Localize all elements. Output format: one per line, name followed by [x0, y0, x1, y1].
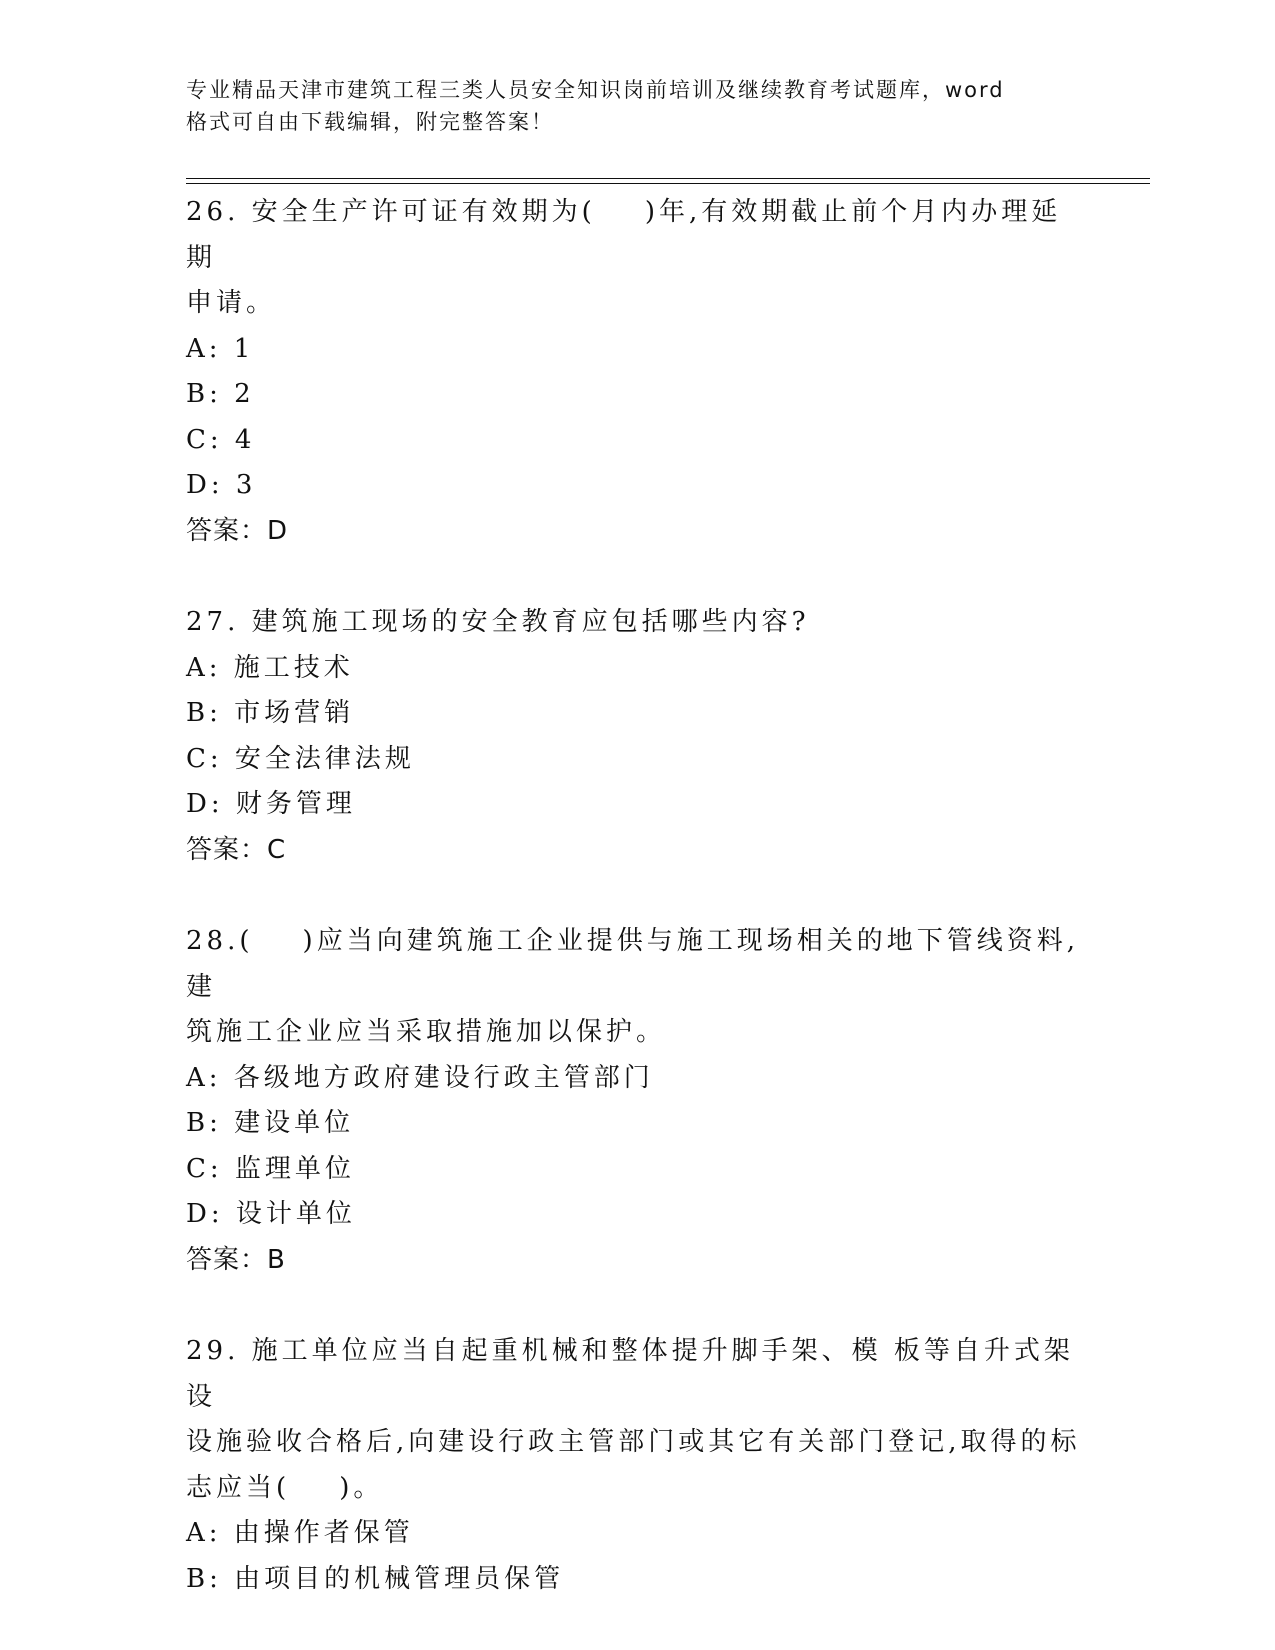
question-29	[186, 1329, 1086, 1602]
option-b: B: 建设单位	[186, 1108, 355, 1138]
question-26	[186, 190, 1086, 554]
question-text-line: 志应当( )。	[186, 1472, 384, 1503]
option-a: A: 由操作者保管	[186, 1518, 414, 1548]
document-header	[186, 74, 1066, 138]
header-line-1: 专业精品天津市建筑工程三类人员安全知识岗前培训及继续教育考试题库，word	[186, 78, 1005, 102]
question-text-line: 筑施工企业应当采取措施加以保护。	[186, 1017, 667, 1047]
header-rule-bottom	[186, 183, 1150, 184]
option-a: A: 各级地方政府建设行政主管部门	[186, 1062, 654, 1093]
option-c: C: 安全法律法规	[186, 743, 415, 774]
answer-line: 答案：D	[186, 515, 289, 546]
option-d: D: 设计单位	[186, 1199, 356, 1229]
option-d: D: 财务管理	[186, 789, 356, 819]
header-line-2: 格式可自由下载编辑，附完整答案！	[186, 110, 554, 134]
option-b: B: 2	[186, 379, 255, 409]
option-a: A: 1	[186, 333, 255, 364]
option-a: A: 施工技术	[186, 652, 354, 683]
option-c: C: 监理单位	[186, 1153, 355, 1184]
option-c: C: 4	[186, 424, 256, 455]
question-list	[186, 190, 1086, 1648]
question-text-line: 27. 建筑施工现场的安全教育应包括哪些内容?	[186, 607, 810, 637]
question-text-line: 申请。	[186, 288, 277, 318]
question-28	[186, 919, 1086, 1283]
answer-line: 答案：B	[186, 1244, 286, 1275]
option-d: D: 3	[186, 470, 257, 500]
answer-line: 答案：C	[186, 834, 287, 865]
question-text-line: 29. 施工单位应当自起重机械和整体提升脚手架、模 板等自升式架设	[186, 1336, 1074, 1412]
question-text-line: 26. 安全生产许可证有效期为( )年,有效期截止前个月内办理延期	[186, 197, 1062, 273]
option-b: B: 市场营销	[186, 698, 355, 728]
question-text-line: 28.( )应当向建筑施工企业提供与施工现场相关的地下管线资料,建	[186, 926, 1079, 1002]
question-text-line: 设施验收合格后,向建设行政主管部门或其它有关部门登记,取得的标	[186, 1427, 1081, 1457]
header-rule-top	[186, 178, 1150, 179]
question-27	[186, 600, 1086, 873]
option-b: B: 由项目的机械管理员保管	[186, 1563, 565, 1594]
